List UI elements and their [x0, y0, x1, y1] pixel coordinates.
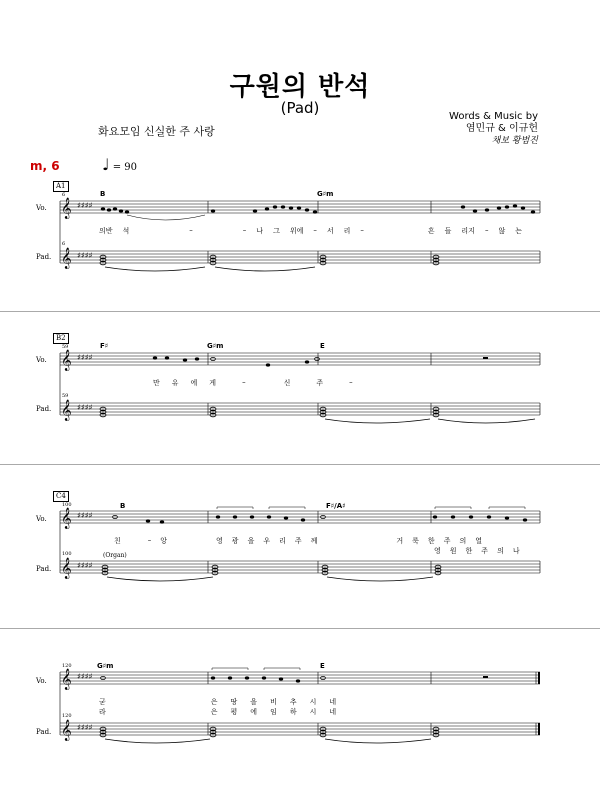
lyric-syllable: 는 [515, 227, 522, 235]
system-separator [0, 311, 600, 312]
lyric-syllable: 추 [289, 698, 297, 706]
svg-text:𝄞: 𝄞 [61, 198, 72, 219]
lyric-syllable: 영 [216, 537, 223, 545]
svg-text:♯♯♯♯: ♯♯♯♯ [77, 672, 93, 681]
instrument-label-pad: Pad. [36, 253, 52, 261]
transcriber: 채보 황범진 [491, 136, 538, 146]
svg-text:♯♯♯♯: ♯♯♯♯ [77, 561, 93, 570]
svg-text:♯♯♯♯: ♯♯♯♯ [77, 201, 93, 210]
credit-line-2: 염민규 & 이규헌 [465, 123, 538, 134]
lyric-syllable: 시 [309, 708, 317, 716]
lyric-syllable: 의 [497, 547, 504, 555]
svg-text:♯♯♯♯: ♯♯♯♯ [77, 403, 93, 412]
svg-text:♯♯♯♯: ♯♯♯♯ [77, 511, 93, 520]
lyric-syllable: – [484, 226, 489, 234]
lyric-syllable: 영 [434, 547, 441, 555]
lyric-syllable: 시 [309, 698, 317, 706]
lyric-syllable: 을 [247, 537, 255, 545]
tempo-marking: m, 6 [30, 159, 60, 173]
group-name: 화요모임 신실한 주 사랑 [98, 125, 215, 138]
lyric-syllable: 나 [512, 547, 520, 555]
lyric-syllable: 굳 [99, 698, 106, 706]
lyric-syllable: 비 [270, 698, 277, 706]
instrument-label-pad: Pad. [36, 565, 52, 573]
system-separator [0, 464, 600, 465]
svg-text:♯♯♯♯: ♯♯♯♯ [77, 251, 93, 260]
svg-text:♯♯♯♯: ♯♯♯♯ [77, 723, 93, 732]
lyric-syllable: 않 [498, 227, 506, 235]
lyric-syllable: 들 [444, 227, 452, 235]
lyric-syllable: – [349, 378, 353, 386]
lyric-syllable: 주 [443, 537, 451, 545]
lyric-syllable: 위에 [289, 227, 304, 235]
instrument-label-vocal: Vo. [36, 677, 47, 685]
measure-number: 59 [62, 393, 69, 399]
instrument-label-pad: Pad. [36, 728, 52, 736]
lyric-syllable: 리지 [461, 227, 475, 235]
lyric-syllable: 나 [256, 227, 264, 235]
rehearsal-mark: B2 [53, 333, 69, 344]
lyric-syllable: 임 [270, 708, 277, 716]
instrument-label-vocal: Vo. [36, 204, 47, 212]
credit-line-1: Words & Music by [449, 111, 538, 122]
lyric-syllable: 룩 [412, 537, 419, 545]
tempo-value: = 90 [112, 162, 138, 173]
lyric-syllable: 리 [343, 227, 351, 235]
quarter-note-icon: ♩ [102, 155, 110, 174]
svg-text:𝄞: 𝄞 [61, 720, 72, 741]
chord-symbol: F♯ [100, 342, 109, 350]
lyric-syllable: – [189, 226, 193, 234]
lyric-syllable: 게 [209, 379, 217, 387]
lyric-syllable: 우 [263, 537, 271, 545]
lyrics-line [153, 378, 453, 388]
lyric-syllable: 땅 [230, 698, 238, 706]
lyric-syllable: 리 [279, 537, 286, 545]
lyric-syllable: 을 [250, 698, 258, 706]
lyric-syllable: 주 [294, 537, 302, 545]
lyric-syllable: 네 [329, 708, 337, 716]
lyric-syllable: 은 [210, 708, 218, 716]
svg-text:𝄞: 𝄞 [61, 669, 72, 690]
lyric-syllable: 신 [283, 379, 291, 387]
lyric-syllable: – [360, 226, 364, 234]
lyric-syllable: 서 [326, 227, 334, 235]
lyric-syllable: 열 [475, 537, 482, 545]
lyric-syllable: 에 [190, 379, 198, 387]
lyric-syllable: 흔 [427, 227, 435, 235]
measure-number: 59 [62, 344, 69, 350]
rehearsal-mark: A1 [53, 181, 69, 192]
credits [449, 111, 538, 147]
svg-text:𝄞: 𝄞 [61, 508, 72, 529]
svg-text:𝄞: 𝄞 [61, 248, 72, 269]
lyric-syllable: 한 [465, 547, 473, 555]
rehearsal-mark: C4 [53, 491, 69, 502]
lyric-syllable: – [313, 226, 317, 234]
lyric-syllable: 만 [153, 379, 160, 387]
lyric-syllable: 에 [250, 708, 258, 716]
svg-text:𝄞: 𝄞 [61, 400, 72, 421]
lyric-syllable: 의 [459, 537, 467, 545]
chord-symbol: B [100, 190, 106, 198]
lyrics-line-2 [99, 707, 399, 717]
lyrics-line-2 [434, 546, 544, 556]
lyric-syllable: 거 [396, 537, 404, 545]
lyric-syllable: 께 [310, 537, 318, 545]
measure-number: 120 [62, 713, 72, 719]
lyric-syllable: 한 [427, 537, 435, 545]
lyrics-line-1 [99, 697, 399, 707]
lyric-syllable: 하 [289, 708, 297, 716]
lyric-syllable: 원 [449, 547, 457, 555]
lyric-syllable: 친 [114, 537, 121, 545]
lyric-syllable: 주 [316, 379, 324, 387]
svg-text:♯♯♯♯: ♯♯♯♯ [77, 353, 93, 362]
measure-number: 100 [62, 502, 72, 508]
song-title: 구원의 반석 [229, 72, 371, 102]
lyric-syllable: – [242, 226, 247, 234]
chord-symbol: G♯m [317, 190, 334, 198]
lyric-syllable: 그 [273, 227, 280, 235]
measure-number: 6 [62, 241, 66, 247]
lyric-syllable: – [147, 536, 152, 544]
tempo-bpm [102, 155, 137, 174]
chord-symbol: G♯m [207, 342, 224, 350]
lyric-syllable: 앙 [160, 537, 168, 545]
lyric-syllable: 광 [231, 537, 239, 545]
instrument-label-vocal: Vo. [36, 515, 47, 523]
lyric-syllable: 평 [230, 708, 238, 716]
lyric-syllable: – [242, 378, 246, 386]
measure-number: 120 [62, 663, 72, 669]
lyric-syllable: 유 [171, 379, 179, 387]
lyric-syllable: 주 [481, 547, 489, 555]
organ-marking: (Organ) [103, 552, 127, 559]
lyric-syllable: 네 [329, 698, 337, 706]
svg-text:𝄞: 𝄞 [61, 558, 72, 579]
lyric-syllable: 은 [210, 698, 218, 706]
system-separator [0, 628, 600, 629]
chord-symbol: E [320, 342, 325, 350]
svg-text:𝄞: 𝄞 [61, 350, 72, 371]
lyric-syllable: 석 [122, 227, 130, 235]
part-subtitle: (Pad) [280, 99, 320, 117]
chord-symbol: G♯m [97, 662, 114, 670]
lyrics-line-1 [114, 536, 544, 546]
measure-number: 100 [62, 551, 72, 557]
measure-number: 6 [62, 192, 66, 198]
lyrics-line [99, 226, 544, 236]
chord-symbol: B [120, 502, 126, 510]
instrument-label-pad: Pad. [36, 405, 52, 413]
lyric-syllable: 라 [99, 708, 106, 716]
chord-symbol: E [320, 662, 325, 670]
chord-symbol: F♯/A♯ [326, 502, 346, 510]
lyric-syllable: 의반 [99, 227, 113, 235]
instrument-label-vocal: Vo. [36, 356, 47, 364]
